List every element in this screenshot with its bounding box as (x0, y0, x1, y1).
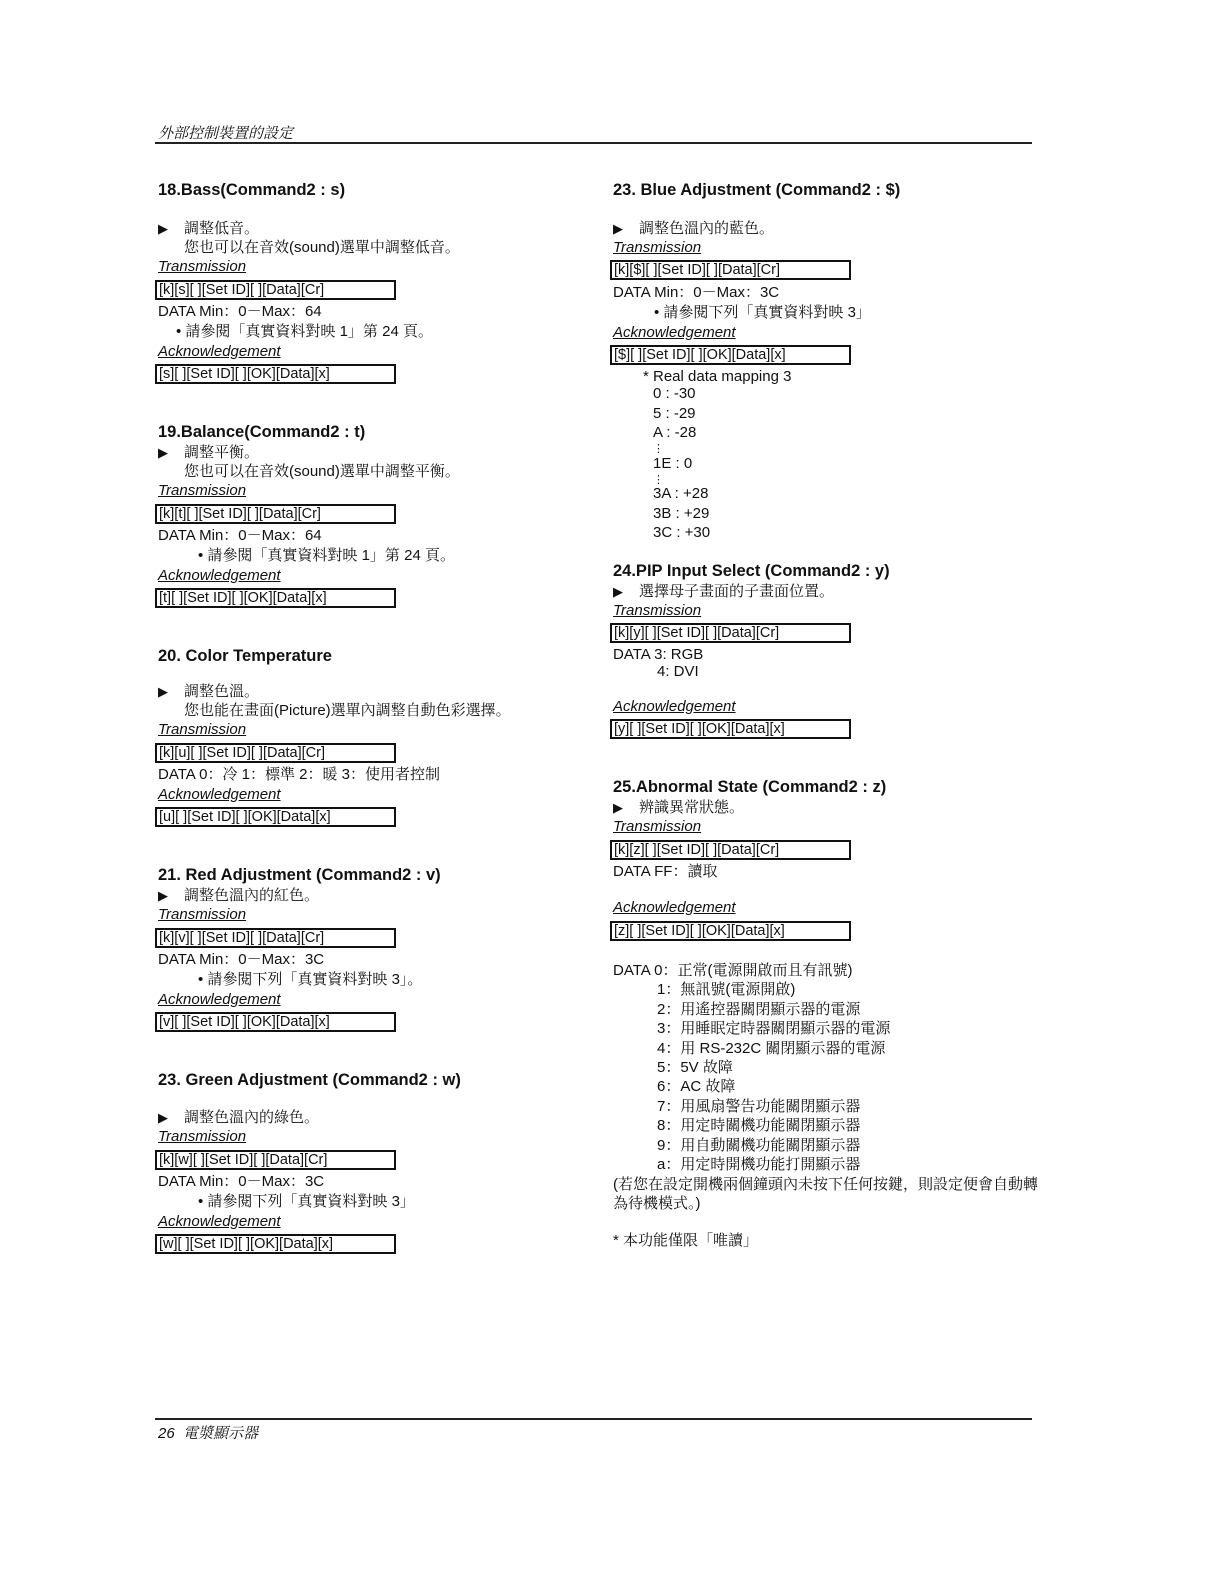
section-25-transmission-label: Transmission (613, 818, 702, 835)
footer-rule (155, 1418, 1032, 1420)
section-24-ack-box: [y][ ][Set ID][ ][OK][Data][x] (610, 719, 851, 739)
section-blue-transmission-label: Transmission (613, 239, 702, 256)
page-footer (158, 1422, 258, 1443)
section-21-ack-box: [v][ ][Set ID][ ][OK][Data][x] (155, 1012, 396, 1032)
section-24-transmission-label: Transmission (613, 602, 702, 619)
section-blue-desc: ▶ 調整色溫內的藍色。 (613, 220, 775, 237)
section-20-ack-label: Acknowledgement (158, 786, 281, 803)
section-18-title: 18.Bass(Command2 : s) (158, 181, 346, 199)
mapping-row: A : -28 (653, 424, 697, 441)
header-rule (155, 142, 1032, 144)
section-18-ack-box: [s][ ][Set ID][ ][OK][Data][x] (155, 364, 396, 384)
section-19-transmission-label: Transmission (158, 482, 247, 499)
arrow-icon: ▶ (158, 888, 168, 903)
standby-note-cont: 為待機模式。) (613, 1195, 701, 1212)
section-24-data: DATA 3: RGB (613, 646, 704, 663)
section-18-transmission-label: Transmission (158, 258, 247, 275)
mapping-row: 3A : +28 (653, 485, 709, 502)
section-green-title: 23. Green Adjustment (Command2 : w) (158, 1071, 461, 1089)
state-row: 9：用自動關機功能關閉顯示器 (657, 1137, 861, 1154)
section-25-desc: ▶ 辨識異常狀態。 (613, 799, 745, 816)
section-green-transmission-box: [k][w][ ][Set ID][ ][Data][Cr] (155, 1150, 396, 1170)
section-19-note: • 請參閱「真實資料對映 1」第 24 頁。 (198, 547, 455, 564)
section-blue-note: • 請參閱下列「真實資料對映 3」 (654, 304, 871, 321)
section-20-desc: ▶ 調整色溫。 (158, 683, 260, 700)
arrow-icon: ▶ (158, 1110, 168, 1125)
section-18-ack-label: Acknowledgement (158, 343, 281, 360)
section-21-ack-label: Acknowledgement (158, 991, 281, 1008)
section-19-desc: ▶ 調整平衡。 (158, 444, 260, 461)
standby-note: (若您在設定開機兩個鐘頭內未按下任何按鍵，則設定便會自動轉 (613, 1176, 1038, 1193)
section-18-transmission-box: [k][s][ ][Set ID][ ][Data][Cr] (155, 280, 396, 300)
arrow-icon: ▶ (158, 221, 168, 236)
mapping-row: 3B : +29 (653, 505, 710, 522)
arrow-icon: ▶ (158, 684, 168, 699)
section-24-title: 24.PIP Input Select (Command2 : y) (613, 562, 890, 580)
page-header-title: 外部控制裝置的設定 (158, 125, 294, 142)
section-blue-ack-label: Acknowledgement (613, 324, 736, 341)
section-24-data2: 4: DVI (657, 663, 699, 680)
section-green-transmission-label: Transmission (158, 1128, 247, 1145)
state-row: 3：用睡眠定時器關閉顯示器的電源 (657, 1020, 891, 1037)
section-green-data: DATA Min：0－Max：3C (158, 1173, 325, 1190)
arrow-icon: ▶ (613, 800, 623, 815)
section-19-transmission-box: [k][t][ ][Set ID][ ][Data][Cr] (155, 504, 396, 524)
mapping-row: 0 : -30 (653, 385, 696, 402)
section-18-desc: ▶ 調整低音。 (158, 220, 260, 237)
section-18-desc2: 您也可以在音效(sound)選單中調整低音。 (184, 239, 460, 256)
section-21-note: • 請參閱下列「真實資料對映 3」。 (198, 971, 423, 988)
section-24-desc: ▶ 選擇母子畫面的子畫面位置。 (613, 583, 835, 600)
section-21-title: 21. Red Adjustment (Command2 : v) (158, 866, 441, 884)
arrow-icon: ▶ (613, 221, 623, 236)
section-19-data: DATA Min：0－Max：64 (158, 527, 322, 544)
section-20-ack-box: [u][ ][Set ID][ ][OK][Data][x] (155, 807, 396, 827)
section-25-transmission-box: [k][z][ ][Set ID][ ][Data][Cr] (610, 840, 851, 860)
mapping-title: * Real data mapping 3 (643, 368, 792, 385)
state-row: 5：5V 故障 (657, 1059, 733, 1076)
section-20-transmission-box: [k][u][ ][Set ID][ ][Data][Cr] (155, 743, 396, 763)
state-row: 8：用定時關機功能關閉顯示器 (657, 1117, 861, 1134)
section-20-transmission-label: Transmission (158, 721, 247, 738)
section-blue-transmission-box: [k][$][ ][Set ID][ ][Data][Cr] (610, 260, 851, 280)
section-green-ack-label: Acknowledgement (158, 1213, 281, 1230)
mapping-row: 5 : -29 (653, 405, 696, 422)
readonly-note: * 本功能僅限「唯讀」 (613, 1232, 759, 1249)
section-25-ack-label: Acknowledgement (613, 899, 736, 916)
arrow-icon: ▶ (613, 584, 623, 599)
section-21-transmission-box: [k][v][ ][Set ID][ ][Data][Cr] (155, 928, 396, 948)
mapping-row: 3C : +30 (653, 524, 711, 541)
arrow-icon: ▶ (158, 445, 168, 460)
section-blue-ack-box: [$][ ][Set ID][ ][OK][Data][x] (610, 345, 851, 365)
section-19-ack-box: [t][ ][Set ID][ ][OK][Data][x] (155, 588, 396, 608)
section-24-ack-label: Acknowledgement (613, 698, 736, 715)
section-19-desc2: 您也可以在音效(sound)選單中調整平衡。 (184, 463, 460, 480)
mapping-ellipsis: ⋮ (653, 474, 664, 486)
state-row: DATA 0：正常(電源開啟而且有訊號) (613, 962, 853, 979)
mapping-ellipsis: ⋮ (653, 443, 664, 455)
section-24-transmission-box: [k][y][ ][Set ID][ ][Data][Cr] (610, 623, 851, 643)
section-21-transmission-label: Transmission (158, 906, 247, 923)
state-row: 1：無訊號(電源開啟) (657, 981, 796, 998)
section-green-note: • 請參閱下列「真實資料對映 3」 (198, 1193, 415, 1210)
section-green-ack-box: [w][ ][Set ID][ ][OK][Data][x] (155, 1234, 396, 1254)
section-18-note: • 請參閱「真實資料對映 1」第 24 頁。 (176, 323, 433, 340)
mapping-row: 1E : 0 (653, 455, 693, 472)
section-25-data: DATA FF：讀取 (613, 863, 718, 880)
state-row: 4：用 RS-232C 關閉顯示器的電源 (657, 1040, 886, 1057)
section-25-ack-box: [z][ ][Set ID][ ][OK][Data][x] (610, 921, 851, 941)
state-row: 6：AC 故障 (657, 1078, 736, 1095)
section-19-title: 19.Balance(Command2 : t) (158, 423, 366, 441)
section-green-desc: ▶ 調整色溫內的綠色。 (158, 1109, 320, 1126)
section-25-title: 25.Abnormal State (Command2 : z) (613, 778, 887, 796)
section-20-desc2: 您也能在畫面(Picture)選單內調整自動色彩選擇。 (184, 702, 511, 719)
section-blue-title: 23. Blue Adjustment (Command2 : $) (613, 181, 901, 199)
state-row: a：用定時開機功能打開顯示器 (657, 1156, 861, 1173)
page-number: 26 (158, 1425, 175, 1442)
section-20-title: 20. Color Temperature (158, 647, 332, 665)
section-blue-data: DATA Min：0－Max：3C (613, 284, 780, 301)
section-20-data: DATA 0：冷 1：標準 2：暖 3：使用者控制 (158, 766, 440, 783)
section-21-data: DATA Min：0－Max：3C (158, 951, 325, 968)
section-18-data: DATA Min：0－Max：64 (158, 303, 322, 320)
state-row: 2：用遙控器關閉顯示器的電源 (657, 1001, 861, 1018)
footer-product: 電漿顯示器 (183, 1425, 259, 1442)
section-19-ack-label: Acknowledgement (158, 567, 281, 584)
section-21-desc: ▶ 調整色溫內的紅色。 (158, 887, 320, 904)
state-row: 7：用風扇警告功能關閉顯示器 (657, 1098, 861, 1115)
